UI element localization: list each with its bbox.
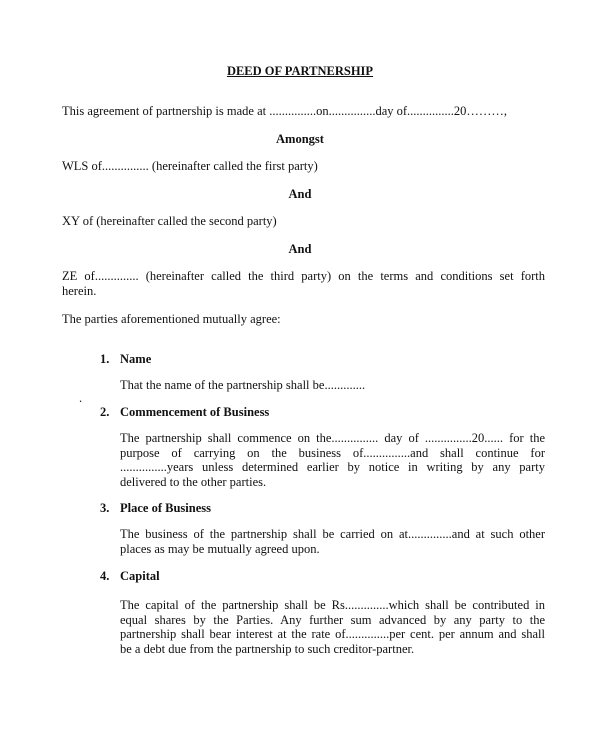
section-2-heading: Commencement of Business <box>120 405 270 419</box>
intro-line: This agreement of partnership is made at ...............on...............day of...............20………, <box>62 104 508 118</box>
and-heading-1: And <box>288 187 312 201</box>
and-heading-2: And <box>288 242 312 256</box>
section-3-heading: Place of Business <box>120 501 211 515</box>
agree-line: The parties aforementioned mutually agree: <box>62 312 281 326</box>
section-4-body: The capital of the partnership shall be Rs..............which shall be contributed in equal shares by the Parties. Any further sum advanced by any party to the partnership shall bear interest at the rate of..............per cent. per annum and shall be a debt due from the partnership to such creditor-partner. <box>120 598 545 656</box>
section-4-number: 4. <box>100 569 110 583</box>
amongst-heading: Amongst <box>276 132 324 146</box>
section-4-heading: Capital <box>120 569 160 583</box>
section-2-body: The partnership shall commence on the............... day of ...............20...... for the purpose of carrying on the business of...............and shall continue for ...............years unless determined earlier by notice in writing by any party delivered to the other parties. <box>120 431 545 489</box>
stray-mark: . <box>79 391 83 405</box>
section-1-number: 1. <box>100 352 110 366</box>
document-title: DEED OF PARTNERSHIP <box>226 64 374 78</box>
section-1-heading: Name <box>120 352 152 366</box>
section-3-number: 3. <box>100 501 110 515</box>
section-1-body: That the name of the partnership shall be............. <box>120 378 366 392</box>
first-party: WLS of............... (hereinafter called the first party) <box>62 159 318 173</box>
third-party: ZE of.............. (hereinafter called the third party) on the terms and conditions set forth herein. <box>62 269 545 298</box>
section-3-body: The business of the partnership shall be carried on at..............and at such other places as may be mutually agreed upon. <box>120 527 545 556</box>
second-party: XY of (hereinafter called the second party) <box>62 214 277 228</box>
section-2-number: 2. <box>100 405 110 419</box>
